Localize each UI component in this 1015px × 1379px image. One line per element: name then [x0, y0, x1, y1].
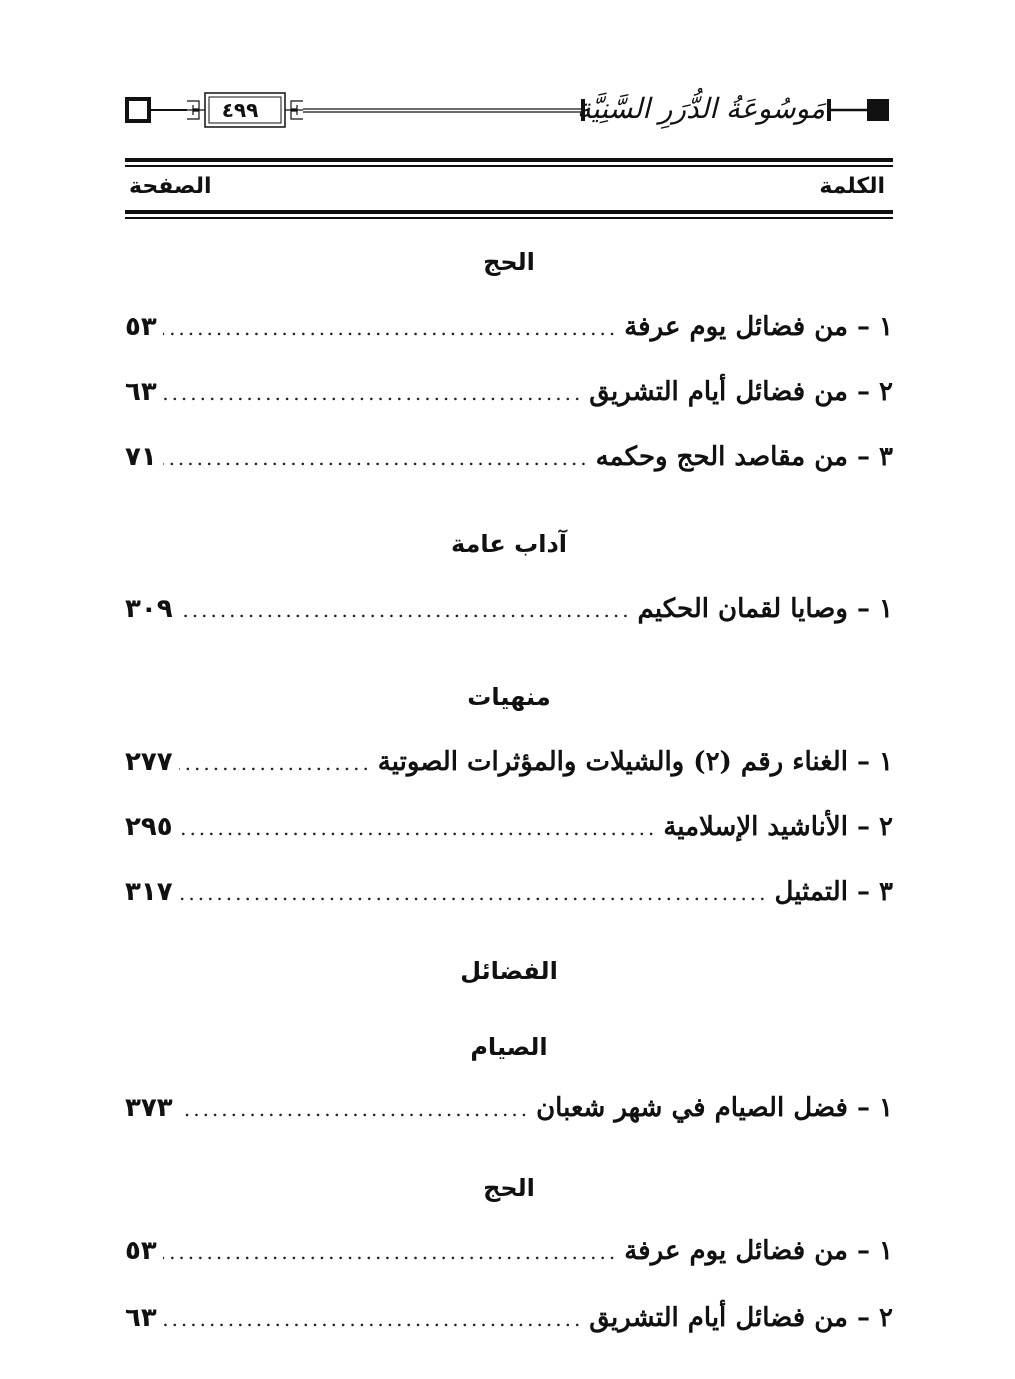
entry-label: ٣ – التمثيل	[774, 877, 893, 907]
toc-entry	[125, 747, 893, 787]
entry-page: ٧١	[125, 442, 157, 472]
leader-dots	[179, 598, 632, 622]
toc-entry	[125, 812, 893, 852]
bottom-rule-thin	[125, 217, 893, 219]
word-column-label: الكلمة	[819, 174, 885, 199]
section-title: منهيات	[467, 683, 551, 711]
page-number: ٤٩٩	[221, 98, 259, 122]
entry-label: ١ – من فضائل يوم عرفة	[624, 312, 893, 342]
leader-dots	[179, 1097, 530, 1121]
leader-dots	[163, 1240, 618, 1264]
entry-page: ٢٧٧	[125, 747, 173, 777]
entry-page: ٣٠٩	[125, 594, 173, 624]
column-header	[125, 172, 893, 208]
section-title: آداب عامة	[450, 530, 568, 558]
toc-entry	[125, 1093, 893, 1133]
leader-dots	[163, 381, 584, 405]
entry-page: ٦٣	[125, 1303, 157, 1333]
top-rule-thick	[125, 158, 893, 162]
page-header	[125, 85, 893, 135]
entry-page: ٥٣	[125, 1236, 157, 1266]
entry-label: ٢ – الأناشيد الإسلامية	[663, 812, 893, 842]
leader-dots	[163, 316, 618, 340]
entry-page: ٣١٧	[125, 877, 173, 907]
section-title: الحج	[483, 1174, 535, 1202]
page-column-label: الصفحة	[129, 174, 212, 199]
entry-label: ١ – من فضائل يوم عرفة	[624, 1236, 893, 1266]
leader-dots	[179, 881, 769, 905]
entry-label: ٢ – من فضائل أيام التشريق	[589, 377, 893, 407]
toc-entry	[125, 594, 893, 634]
top-rule-thin	[125, 165, 893, 167]
section-title: الحج	[483, 248, 535, 276]
entry-page: ٥٣	[125, 312, 157, 342]
toc-entry	[125, 1236, 893, 1276]
toc-entry	[125, 442, 893, 482]
toc-entry	[125, 1303, 893, 1343]
book-title: مَوسُوعَةُ الدُّرَرِ السَّنِيَّة	[576, 92, 825, 125]
section-title: الصيام	[470, 1033, 548, 1061]
entry-label: ٣ – من مقاصد الحج وحكمه	[595, 442, 893, 472]
toc-entry	[125, 312, 893, 352]
entry-page: ٦٣	[125, 377, 157, 407]
leader-dots	[163, 446, 590, 470]
bottom-rule-thick	[125, 210, 893, 214]
leader-dots	[179, 751, 372, 775]
entry-label: ٢ – من فضائل أيام التشريق	[589, 1303, 893, 1333]
entry-page: ٣٧٣	[125, 1093, 173, 1123]
entry-label: ١ – فضل الصيام في شهر شعبان	[536, 1093, 893, 1123]
toc-entry	[125, 877, 893, 917]
entry-label: ١ – وصايا لقمان الحكيم	[637, 594, 893, 624]
toc-entry	[125, 377, 893, 417]
entry-label: ١ – الغناء رقم (٢) والشيلات والمؤثرات الصوتية	[377, 747, 893, 777]
entry-page: ٢٩٥	[125, 812, 173, 842]
section-title: الفضائل	[460, 957, 558, 985]
leader-dots	[179, 816, 658, 840]
leader-dots	[163, 1307, 584, 1331]
